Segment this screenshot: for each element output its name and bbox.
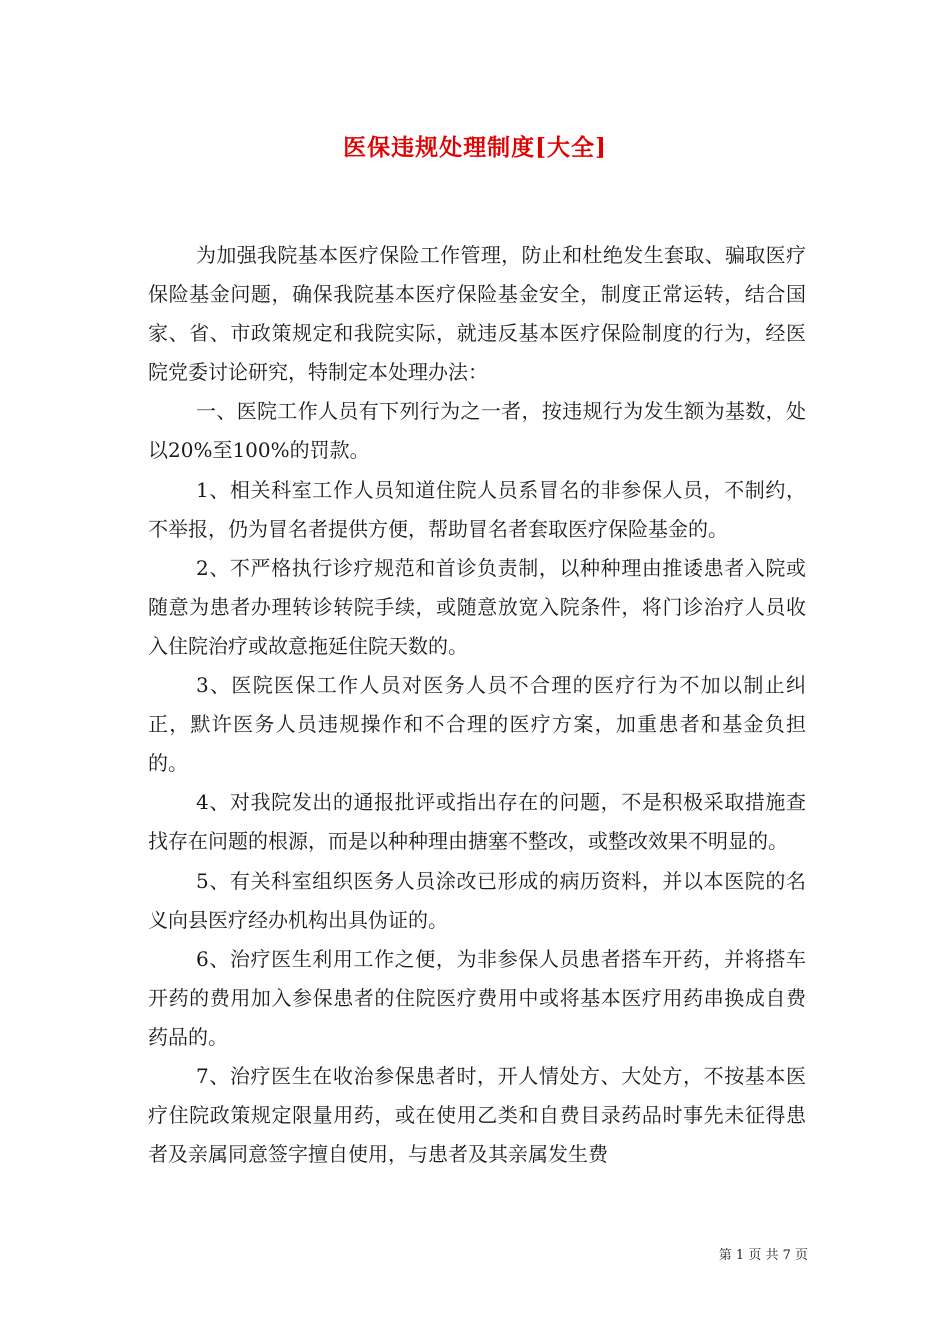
document-body <box>148 236 806 1174</box>
paragraph-item-6: 6、治疗医生利用工作之便，为非参保人员患者搭车开药，并将搭车开药的费用加入参保患者的住院医疗费用中或将基本医疗用药串换成自费药品的。 <box>148 946 806 1049</box>
paragraph-intro: 为加强我院基本医疗保险工作管理，防止和杜绝发生套取、骗取医疗保险基金问题，确保我院基本医疗保险基金安全，制度正常运转，结合国家、省、市政策规定和我院实际，就违反基本医疗保险制度的行为，经医院党委讨论研究，特制定本处理办法： <box>148 243 806 385</box>
paragraph-item-7: 7、治疗医生在收治参保患者时，开人情处方、大处方，不按基本医疗住院政策规定限量用药，或在使用乙类和自费目录药品时事先未征得患者及亲属同意签字擅自使用，与患者及其亲属发生费 <box>148 1063 806 1167</box>
paragraph-item-3: 3、医院医保工作人员对医务人员不合理的医疗行为不加以制止纠正，默许医务人员违规操作和不合理的医疗方案，加重患者和基金负担的。 <box>148 673 806 776</box>
paragraph-item-1: 1、相关科室工作人员知道住院人员系冒名的非参保人员，不制约，不举报，仍为冒名者提供方便，帮助冒名者套取医疗保险基金的。 <box>148 477 806 541</box>
document-title: 医保违规处理制度[大全] <box>343 134 607 161</box>
paragraph-section-1: 一、医院工作人员有下列行为之一者，按违规行为发生额为基数，处以20%至100%的罚款。 <box>148 399 806 463</box>
paragraph-item-4: 4、对我院发出的通报批评或指出存在的问题，不是积极采取措施查找存在问题的根源，而是以种种理由搪塞不整改，或整改效果不明显的。 <box>148 790 806 854</box>
paragraph-item-5: 5、有关科室组织医务人员涂改已形成的病历资料，并以本医院的名义向县医疗经办机构出具伪证的。 <box>148 868 806 932</box>
page-number-footer: 第 1 页 共 7 页 <box>718 1248 808 1263</box>
paragraph-item-2: 2、不严格执行诊疗规范和首诊负责制，以种种理由推诿患者入院或随意为患者办理转诊转院手续，或随意放宽入院条件，将门诊治疗人员收入住院治疗或故意拖延住院天数的。 <box>148 555 806 658</box>
